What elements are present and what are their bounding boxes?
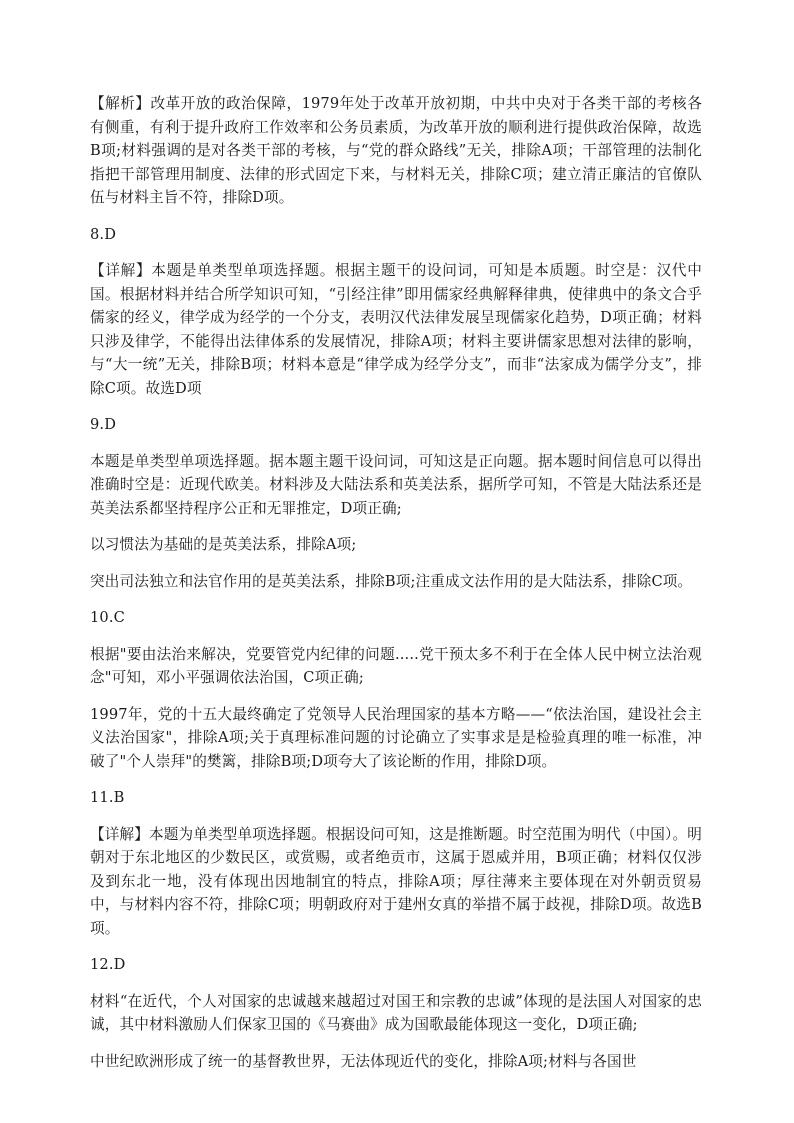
explanation-q7: 【解析】改革开放的政治保障，1979年处于改革开放初期，中共中央对于各类干部的考核各有侧重，有利于提升政府工作效率和公务员素质，为改革开放的顺利进行提供政治保障，故选B项;材料强调的是对各类干部的考核，与“党的群众路线”无关，排除A项；干部管理的法制化指把干部管理用制度、法律的形式固定下来，与材料无关，排除C项；建立清正廉洁的官僚队伍与材料主旨不符，排除D项。 [90, 95, 702, 206]
question-number-8: 8.D [90, 225, 117, 243]
explanation-q8: 【详解】本题是单类型单项选择题。根据主题干的设问词，可知是本质题。时空是：汉代中国。根据材料并结合所学知识可知，“引经注律”即用儒家经典解释律典，使律典中的条文合乎儒家的经义，律学成为经学的一个分支，表明汉代法律发展呈现儒家化趋势，D项正确；材料只涉及律学，不能得出法律体系的发展情况，排除A项；材料主要讲儒家思想对法律的影响，与“大一统”无关，排除B项；材料本意是“律学成为经学分支”，而非“法家成为儒学分支”，排除C项。故选D项 [90, 262, 702, 397]
question-number-10: 10.C [90, 609, 125, 626]
explanation-q12-option-a: 中世纪欧洲形成了统一的基督教世界，无法体现近代的变化，排除A项;材料与各国世 [90, 1052, 637, 1070]
explanation-q10-options: 1997年，党的十五大最终确定了党领导人民治理国家的基本方略——“依法治国，建设社会主义法治国家"，排除A项;关于真理标准问题的讨论确立了实事求是是检验真理的唯一标准，冲破了"个人崇拜"的樊篱，排除B项;D项夸大了该论断的作用，排除D项。 [90, 705, 702, 770]
explanation-q12-main: 材料“在近代，个人对国家的忠诚越来越超过对国王和宗教的忠诚”体现的是法国人对国家的忠诚，其中材料激励人们保家卫国的《马赛曲》成为国歌最能体现这一变化，D项正确; [90, 992, 702, 1033]
explanation-q9-options-bc: 突出司法独立和法官作用的是英美法系，排除B项;注重成文法作用的是大陆法系，排除C项。 [90, 572, 693, 590]
question-number-11: 11.B [90, 789, 125, 806]
explanation-q10-main: 根据"要由法治来解决，党要管党内纪律的问题.....党干预太多不利于在全体人民中树立法治观念"可知，邓小平强调依法治国，C项正确; [90, 645, 702, 686]
explanation-q11: 【详解】本题为单类型单项选择题。根据设问可知，这是推断题。时空范围为明代（中国）。明朝对于东北地区的少数民区，或赏赐，或者绝贡市，这属于恩威并用，B项正确；材料仅仅涉及到东北一地，没有体现出因地制宜的特点，排除A项；厚往薄来主要体现在对外朝贡贸易中，与材料内容不符，排除C项；明朝政府对于建州女真的举措不属于歧视，排除D项。故选B项。 [90, 825, 702, 937]
explanation-q9-option-a: 以习惯法为基础的是英美法系，排除A项; [90, 536, 357, 553]
answer-explanations [90, 92, 702, 1086]
explanation-q9-main: 本题是单类型单项选择题。据本题主题干设问词，可知这是正向题。据本题时间信息可以得出准确时空是：近现代欧美。材料涉及大陆法系和英美法系，据所学可知，不管是大陆法系还是英美法系都坚持程序公正和无罪推定，D项正确; [90, 452, 702, 517]
question-number-12: 12.D [90, 956, 126, 973]
question-number-9: 9.D [90, 416, 117, 433]
